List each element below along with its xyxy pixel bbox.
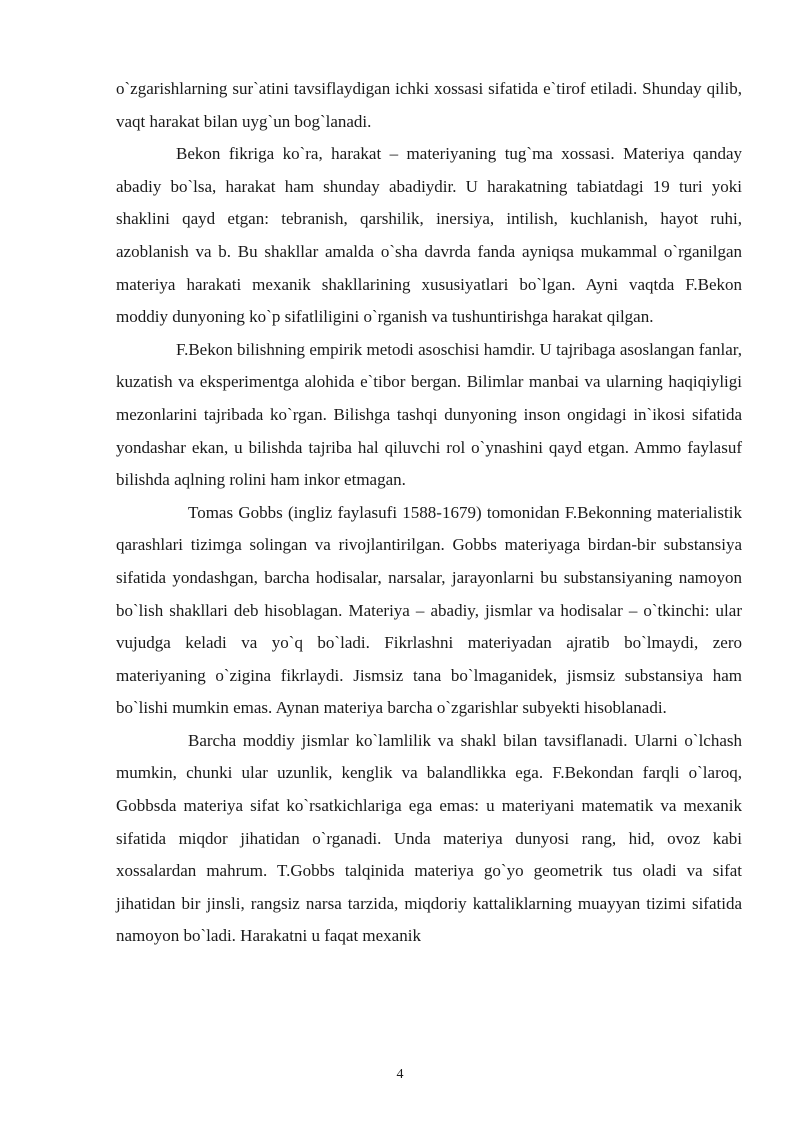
paragraph-continuation: o`zgarishlarning sur`atini tavsiflaydigan ichki xossasi sifatida e`tirof etiladi. Shunday qilib, vaqt harakat bilan uyg`un bog`lanadi. [116, 79, 742, 131]
document-body [116, 73, 742, 953]
page-number: 4 [396, 1067, 404, 1082]
paragraph-bekon-empirical-method: F.Bekon bilishning empirik metodi asoschisi hamdir. U tajribaga asoslangan fanlar, kuzatish va eksperimentga alohida e`tibor bergan. Bilimlar manbai va ularning haqiqiyligi mezonlarini tajribada ko`rgan. Bilishga tashqi dunyoning inson ongidagi in`ikosi sifatida yondashar ekan, u bilishda tajriba hal qiluvchi rol o`ynashini qayd etgan. Ammo faylasuf bilishda aqlning rolini ham inkor etmagan. [116, 339, 742, 490]
paragraph-gobbs-materialism: Tomas Gobbs (ingliz faylasufi 1588-1679) tomonidan F.Bekonning materialistik qarashlari tizimga solingan va rivojlantirilgan. Gobbs materiyaga birdan-bir substansiya sifatida yondashgan, barcha hodisalar, narsalar, jarayonlarni bu substansiyaning namoyon bo`lish shakllari deb hisoblagan. Materiya – abadiy, jismlar va hodisalar – o`tkinchi: ular vujudga keladi va yo`q bo`ladi. Fikrlashni materiyadan ajratib bo`lmaydi, zero materiyaning o`zigina fikrlaydi. Jismsiz tana bo`lmaganidek, jismsiz substansiya ham bo`lishi mumkin emas. Aynan materiya barcha o`zgarishlar subyekti hisoblanadi. [116, 502, 742, 718]
paragraph-bekon-motion: Bekon fikriga ko`ra, harakat – materiyaning tug`ma xossasi. Materiya qanday abadiy bo`lsa, harakat ham shunday abadiydir. U harakatning tabiatdagi 19 turi yoki shaklini qayd etgan: tebranish, qarshilik, inersiya, intilish, kuchlanish, hayot ruhi, azoblanish va b. Bu shakllar amalda o`sha davrda fanda ayniqsa mukammal o`rganilgan materiya harakati mexanik shakllarining xususiyatlari bo`lgan. Ayni vaqtda F.Bekon moddiy dunyoning ko`p sifatliligini o`rganish va tushuntirishga harakat qilgan. [116, 144, 742, 327]
paragraph-gobbs-matter-properties: Barcha moddiy jismlar ko`lamlilik va shakl bilan tavsiflanadi. Ularni o`lchash mumkin, chunki ular uzunlik, kenglik va balandlikka ega. F.Bekondan farqli o`laroq, Gobbsda materiya sifat ko`rsatkichlariga ega emas: u materiyani matematik va mexanik sifatida miqdor jihatidan o`rganadi. Unda materiya dunyosi rang, hid, ovoz kabi xossalardan mahrum. T.Gobbs talqinida materiya go`yo geometrik tus oladi va sifat jihatidan bir jinsli, rangsiz narsa tarzida, miqdoriy kattaliklarning muayyan tizimi sifatida namoyon bo`ladi. Harakatni u faqat mexanik [116, 730, 742, 946]
